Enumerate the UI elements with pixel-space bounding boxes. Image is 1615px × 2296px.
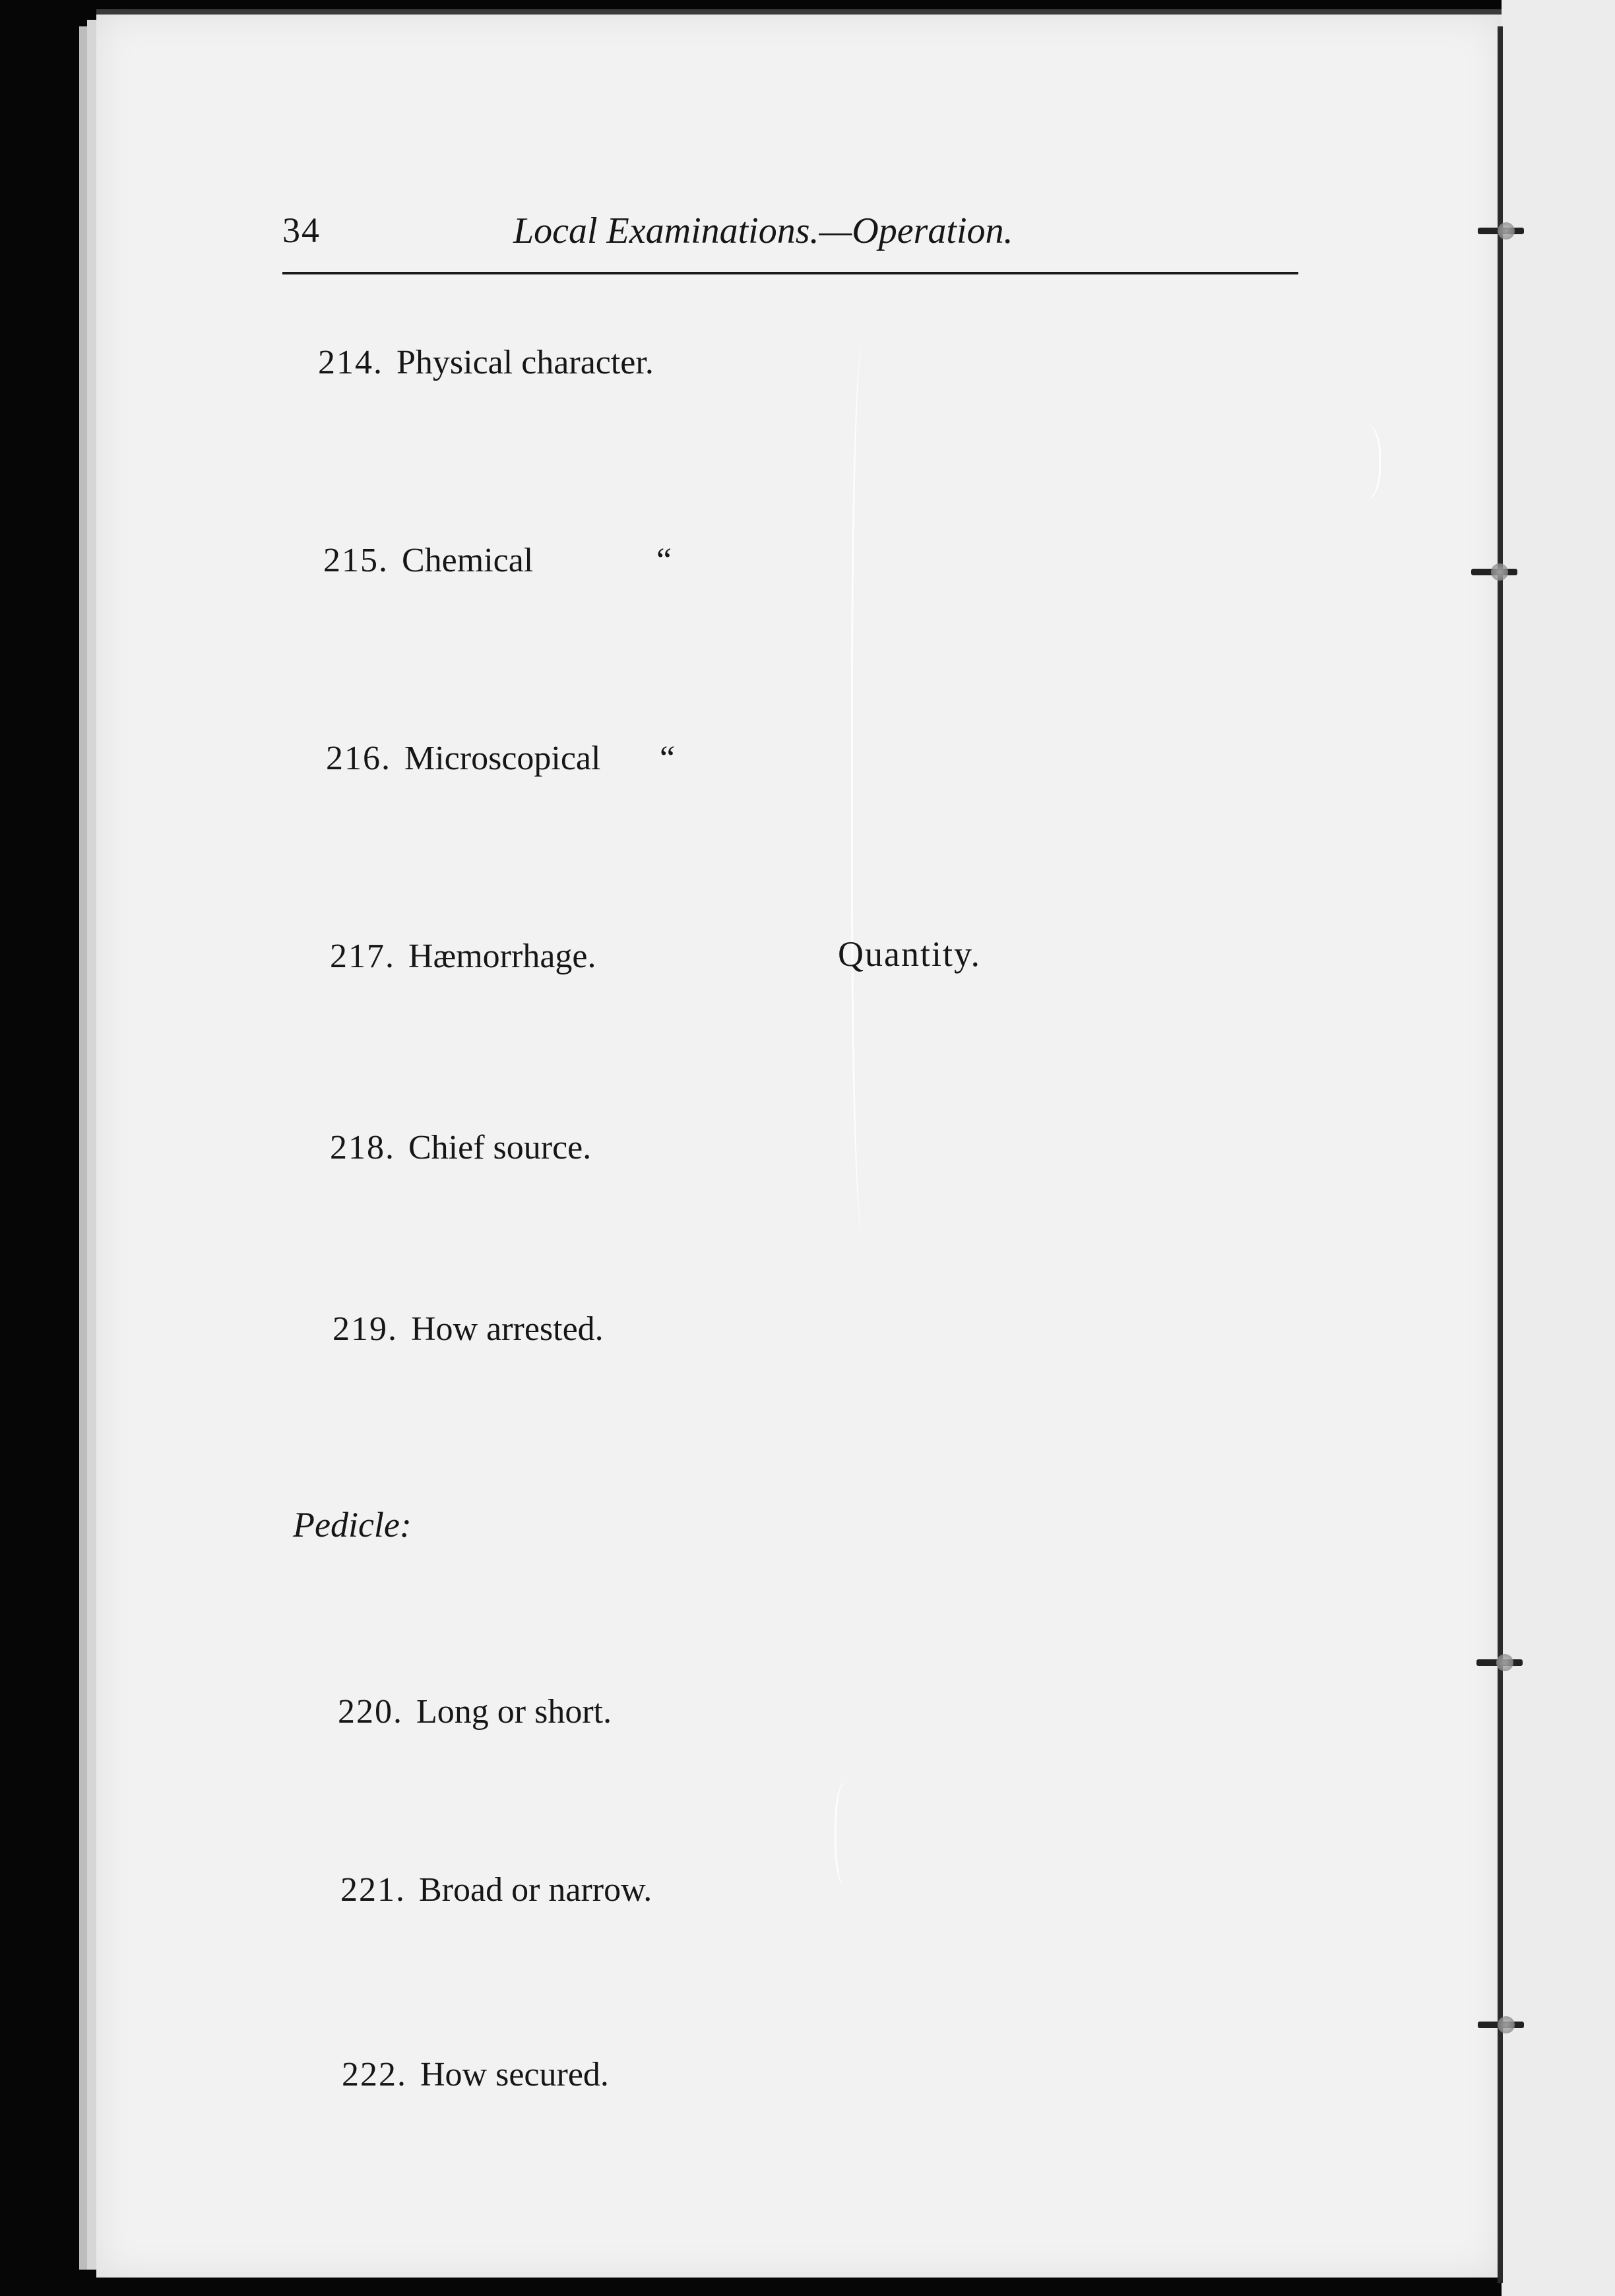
ditto-mark: “ <box>656 542 672 579</box>
binding-stitch <box>1478 228 1524 234</box>
header-rule <box>282 272 1298 274</box>
list-item <box>330 937 596 976</box>
ditto-mark: “ <box>660 740 676 777</box>
page-header <box>282 198 1298 271</box>
list-item <box>326 739 600 778</box>
item-label: How secured. <box>420 2056 609 2093</box>
section-heading: Pedicle: <box>293 1505 412 1545</box>
paper-scratch <box>835 1781 863 1887</box>
item-label: How arrested. <box>411 1310 604 1348</box>
binding-gutter <box>1498 26 1503 2283</box>
item-number: 218. <box>330 1129 395 1166</box>
item-number: 214. <box>318 344 383 381</box>
item-number: 215. <box>323 542 389 579</box>
item-label: Microscopical <box>404 740 601 777</box>
list-item <box>342 2055 609 2094</box>
item-number: 220. <box>338 1693 403 1731</box>
running-title: Local Examinations.—Operation. <box>513 210 1013 251</box>
item-label: Chief source. <box>408 1129 592 1166</box>
page-number: 34 <box>282 210 321 250</box>
binding-stitch <box>1478 2022 1524 2028</box>
item-number: 216. <box>326 740 391 777</box>
book-page <box>96 15 1502 2278</box>
facing-page <box>1502 0 1615 2296</box>
item-label: Long or short. <box>416 1693 612 1731</box>
item-label: Hæmorrhage. <box>408 938 596 975</box>
item-number: 221. <box>340 1871 406 1909</box>
list-item <box>330 1128 591 1167</box>
paper-scratch <box>1339 422 1381 501</box>
list-item <box>340 1870 652 1909</box>
binding-stitch <box>1471 569 1517 575</box>
item-number: 219. <box>332 1310 398 1348</box>
list-item <box>318 343 654 382</box>
list-item <box>338 1692 612 1731</box>
item-label: Chemical <box>402 542 534 579</box>
item-number: 222. <box>342 2056 407 2093</box>
binding-stitch <box>1476 1659 1523 1666</box>
paper-scratch <box>851 343 879 1234</box>
item-label: Broad or narrow. <box>419 1871 652 1909</box>
list-item <box>323 541 533 580</box>
item-label: Physical character. <box>396 344 654 381</box>
list-item <box>332 1310 604 1349</box>
item-number: 217. <box>330 938 395 975</box>
quantity-note: Quantity. <box>838 934 981 974</box>
